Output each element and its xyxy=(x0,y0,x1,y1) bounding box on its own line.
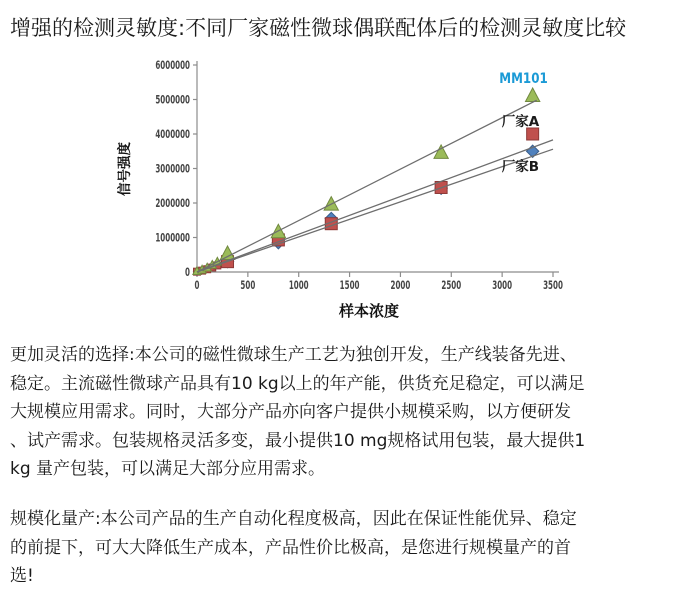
series-厂家A xyxy=(194,128,539,275)
triangle-marker xyxy=(526,88,540,102)
paragraph-line: 、试产需求。包装规格灵活多变，最小提供10 mg规格试用包装，最大提供1 xyxy=(10,430,586,451)
paragraph-line: kg 量产包装，可以满足大部分应用需求。 xyxy=(10,459,326,479)
paragraph-flexible-choice xyxy=(10,341,688,484)
trendline-厂家B xyxy=(197,149,553,272)
paragraph-line: 更加灵活的选择:本公司的磁性微球生产工艺为独创开发，生产线装备先进、 xyxy=(10,345,577,365)
x-tick-label: 0 xyxy=(194,279,200,293)
x-tick-label: 3500 xyxy=(543,279,563,293)
series-label-厂家B: 厂家B xyxy=(501,158,540,175)
series-label-MM101: MM101 xyxy=(499,70,548,88)
series-label-厂家A: 厂家A xyxy=(501,114,540,131)
y-tick-label: 1000000 xyxy=(155,231,190,246)
page-title: 增强的检测灵敏度:不同厂家磁性微球偶联配体后的检测灵敏度比较 xyxy=(10,16,627,40)
paragraph-line: 的前提下，可大大降低生产成本，产品性价比极高，是您进行规模量产的首 xyxy=(10,537,571,558)
paragraph-line: 选! xyxy=(10,566,34,586)
x-tick-label: 3000 xyxy=(492,279,513,293)
trendline-厂家A xyxy=(197,140,553,272)
paragraph-line: 大规模应用需求。同时，大部分产品亦向客户提供小规模采购，以方便研发 xyxy=(10,402,571,422)
y-tick-label: 4000000 xyxy=(155,128,190,142)
x-tick-label: 1500 xyxy=(339,279,360,293)
triangle-marker xyxy=(220,246,234,260)
x-tick-label: 2000 xyxy=(390,279,411,293)
x-tick-label: 2500 xyxy=(441,279,462,293)
y-tick-label: 2000000 xyxy=(155,197,190,211)
x-tick-label: 1000 xyxy=(288,279,309,293)
y-tick-label: 0 xyxy=(185,266,190,280)
paragraph-line: 稳定。主流磁性微球产品具有10 kg以上的年产能，供货充足稳定，可以满足 xyxy=(10,373,585,394)
trendlines xyxy=(197,100,553,272)
sensitivity-comparison-chart xyxy=(85,55,585,330)
y-tick-label: 5000000 xyxy=(155,93,190,108)
x-axis-title: 样本浓度 xyxy=(338,302,400,320)
trendline-MM101 xyxy=(197,100,540,272)
y-axis-title: 信号强度 xyxy=(117,142,133,196)
paragraph-mass-production xyxy=(10,505,688,591)
y-tick-label: 3000000 xyxy=(155,162,190,177)
chart-canvas xyxy=(85,55,585,330)
x-tick-label: 500 xyxy=(240,279,256,293)
series-MM101 xyxy=(193,88,540,274)
paragraph-line: 规模化量产:本公司产品的生产自动化程度极高，因此在保证性能优异、稳定 xyxy=(10,509,577,529)
y-tick-label: 6000000 xyxy=(155,59,190,73)
series-labels xyxy=(499,71,547,175)
axes xyxy=(116,59,563,320)
